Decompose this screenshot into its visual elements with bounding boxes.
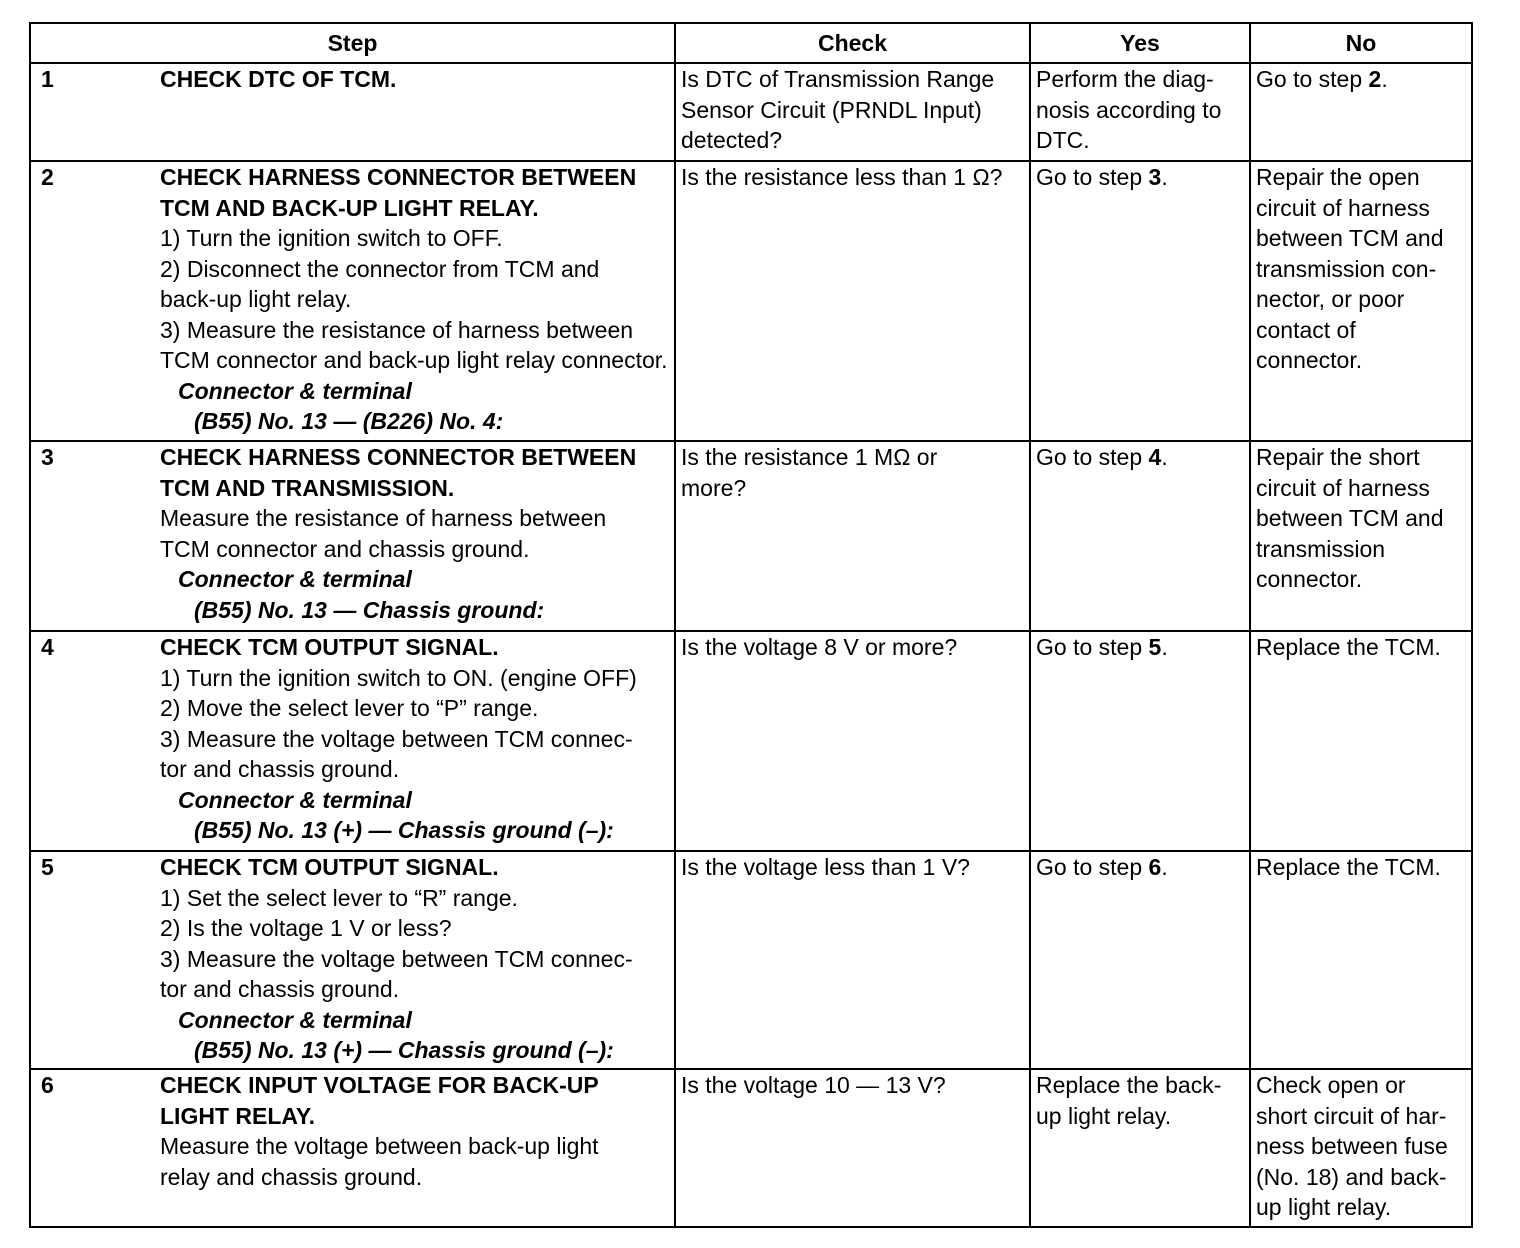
step-instruction-line: 3) Measure the resistance of harness between <box>160 316 634 343</box>
step-title-line: CHECK INPUT VOLTAGE FOR BACK-UP <box>160 1072 599 1098</box>
no-line: up light relay. <box>1256 1194 1392 1220</box>
no-line: (No. 18) and back- <box>1256 1163 1447 1190</box>
header-row <box>30 23 1472 63</box>
yes-cell <box>1030 441 1250 631</box>
no-line: nector, or poor <box>1256 286 1405 312</box>
table-row <box>30 441 1472 631</box>
table-row <box>30 631 1472 851</box>
check-line: Sensor Circuit (PRNDL Input) <box>681 96 982 123</box>
step-text <box>160 1070 669 1192</box>
step-instruction-line: 2) Is the voltage 1 V or less? <box>160 915 452 941</box>
step-instruction-line: 1) Turn the ignition switch to OFF. <box>160 225 503 251</box>
table-row <box>30 851 1472 1069</box>
no-goto-prefix: Go to step <box>1256 66 1369 92</box>
connector-terminal-label: Connector & terminal <box>178 1006 412 1033</box>
check-cell <box>675 441 1030 631</box>
header-check: Check <box>675 23 1030 63</box>
no-goto <box>1256 64 1466 95</box>
step-title-line: TCM AND BACK-UP LIGHT RELAY. <box>160 194 539 221</box>
step-instruction-line: 3) Measure the voltage between TCM connec- <box>160 725 633 752</box>
header-yes: Yes <box>1030 23 1250 63</box>
step-number: 4 <box>41 634 54 660</box>
step-instruction-line: 2) Move the select lever to “P” range. <box>160 695 539 721</box>
no-cell <box>1250 1069 1472 1227</box>
no-cell <box>1250 441 1472 631</box>
check-cell <box>675 631 1030 851</box>
connector-terminal-value: (B55) No. 13 (+) — Chassis ground (–): <box>194 1037 614 1063</box>
connector-terminal-value: (B55) No. 13 — (B226) No. 4: <box>194 408 504 434</box>
yes-cell <box>1030 851 1250 1069</box>
no-line: connector. <box>1256 566 1363 592</box>
step-title-line: CHECK TCM OUTPUT SIGNAL. <box>160 634 499 660</box>
check-line: more? <box>681 474 747 501</box>
check-cell <box>675 161 1030 441</box>
no-cell <box>1250 851 1472 1069</box>
yes-goto-prefix: Go to step <box>1036 854 1149 880</box>
no-cell <box>1250 161 1472 441</box>
connector-terminal-label: Connector & terminal <box>178 377 412 404</box>
yes-goto <box>1036 162 1244 193</box>
connector-terminal-value: (B55) No. 13 — Chassis ground: <box>194 596 545 623</box>
check-line: Is the resistance 1 MΩ or <box>681 444 938 470</box>
no-line: short circuit of har- <box>1256 1102 1447 1129</box>
yes-cell <box>1030 63 1250 161</box>
step-number: 1 <box>41 66 54 92</box>
yes-goto-step-number: 5 <box>1148 634 1162 660</box>
yes-goto <box>1036 632 1244 663</box>
step-cell <box>30 63 675 161</box>
step-title-line: CHECK TCM OUTPUT SIGNAL. <box>160 854 499 880</box>
step-instruction-line: Measure the resistance of harness between <box>160 505 607 531</box>
yes-goto <box>1036 442 1244 473</box>
step-title-line: LIGHT RELAY. <box>160 1102 316 1129</box>
yes-line: Perform the diag- <box>1036 66 1214 92</box>
yes-line: Replace the back- <box>1036 1072 1222 1098</box>
yes-goto-suffix: . <box>1161 444 1168 470</box>
connector-terminal-label: Connector & terminal <box>178 786 412 813</box>
step-instruction-line: Measure the voltage between back-up light <box>160 1133 599 1159</box>
no-cell <box>1250 63 1472 161</box>
check-line: Is the voltage 8 V or more? <box>681 634 958 660</box>
step-text <box>160 852 669 1066</box>
yes-goto-suffix: . <box>1161 634 1168 660</box>
yes-cell <box>1030 161 1250 441</box>
step-cell <box>30 161 675 441</box>
step-title-line: CHECK HARNESS CONNECTOR BETWEEN <box>160 164 637 190</box>
no-line: Repair the short <box>1256 444 1420 470</box>
no-line: circuit of harness <box>1256 194 1430 221</box>
step-instruction-line: tor and chassis ground. <box>160 976 400 1002</box>
no-line: contact of <box>1256 316 1356 343</box>
check-line: Is DTC of Transmission Range <box>681 66 995 92</box>
step-instruction-line: tor and chassis ground. <box>160 756 400 782</box>
connector-terminal-value: (B55) No. 13 (+) — Chassis ground (–): <box>194 817 614 843</box>
no-line: circuit of harness <box>1256 474 1430 501</box>
check-line: detected? <box>681 127 783 153</box>
step-text <box>160 632 669 846</box>
no-goto-suffix: . <box>1381 66 1388 92</box>
no-goto-step-number: 2 <box>1368 66 1382 92</box>
yes-goto-prefix: Go to step <box>1036 634 1149 660</box>
header-step: Step <box>30 23 675 63</box>
step-instruction-line: 1) Turn the ignition switch to ON. (engine OFF) <box>160 664 637 691</box>
yes-goto-suffix: . <box>1161 164 1168 190</box>
no-cell <box>1250 631 1472 851</box>
step-title-line: CHECK DTC OF TCM. <box>160 66 397 92</box>
yes-line: up light relay. <box>1036 1102 1172 1129</box>
yes-goto-prefix: Go to step <box>1036 164 1149 190</box>
no-line: transmission <box>1256 535 1386 562</box>
no-line: between TCM and <box>1256 505 1444 531</box>
yes-cell <box>1030 631 1250 851</box>
table-row <box>30 1069 1472 1227</box>
step-instruction-line: 2) Disconnect the connector from TCM and <box>160 255 600 282</box>
yes-goto-step-number: 4 <box>1148 444 1162 470</box>
no-line: ness between fuse <box>1256 1133 1448 1159</box>
no-line: between TCM and <box>1256 225 1444 251</box>
no-line: connector. <box>1256 347 1363 373</box>
step-title-line: TCM AND TRANSMISSION. <box>160 474 455 501</box>
no-line: transmission con- <box>1256 255 1437 282</box>
step-cell <box>30 851 675 1069</box>
yes-cell <box>1030 1069 1250 1227</box>
step-instruction-line: TCM connector and chassis ground. <box>160 535 530 562</box>
check-cell <box>675 1069 1030 1227</box>
yes-goto-suffix: . <box>1161 854 1168 880</box>
table-row <box>30 63 1472 161</box>
step-text <box>160 442 669 625</box>
yes-line: DTC. <box>1036 127 1090 153</box>
step-cell <box>30 1069 675 1227</box>
yes-goto <box>1036 852 1244 883</box>
no-line: Replace the TCM. <box>1256 634 1441 660</box>
step-instruction-line: relay and chassis ground. <box>160 1163 423 1190</box>
yes-line: nosis according to <box>1036 96 1222 123</box>
step-instruction-line: 1) Set the select lever to “R” range. <box>160 884 518 911</box>
header-no: No <box>1250 23 1472 63</box>
step-text <box>160 162 670 437</box>
step-number: 3 <box>41 444 54 470</box>
step-cell <box>30 631 675 851</box>
yes-goto-step-number: 3 <box>1148 164 1162 190</box>
no-line: Repair the open <box>1256 164 1420 190</box>
diagnostic-table <box>29 22 1473 1228</box>
step-instruction-line: back-up light relay. <box>160 286 352 312</box>
check-line: Is the voltage 10 — 13 V? <box>681 1072 946 1098</box>
no-line: Replace the TCM. <box>1256 854 1441 880</box>
check-line: Is the resistance less than 1 Ω? <box>681 164 1003 190</box>
step-number: 5 <box>41 854 54 880</box>
step-title-line: CHECK HARNESS CONNECTOR BETWEEN <box>160 444 637 470</box>
step-text <box>160 64 669 95</box>
step-number: 2 <box>41 164 54 190</box>
step-number: 6 <box>41 1072 54 1098</box>
step-instruction-line: 3) Measure the voltage between TCM connec- <box>160 945 633 972</box>
no-line: Check open or <box>1256 1072 1406 1098</box>
check-cell <box>675 851 1030 1069</box>
yes-goto-step-number: 6 <box>1148 854 1162 880</box>
check-line: Is the voltage less than 1 V? <box>681 854 970 880</box>
check-cell <box>675 63 1030 161</box>
table-row <box>30 161 1472 441</box>
connector-terminal-label: Connector & terminal <box>178 566 412 592</box>
step-instruction-line: TCM connector and back-up light relay connector. <box>160 347 668 373</box>
step-cell <box>30 441 675 631</box>
yes-goto-prefix: Go to step <box>1036 444 1149 470</box>
